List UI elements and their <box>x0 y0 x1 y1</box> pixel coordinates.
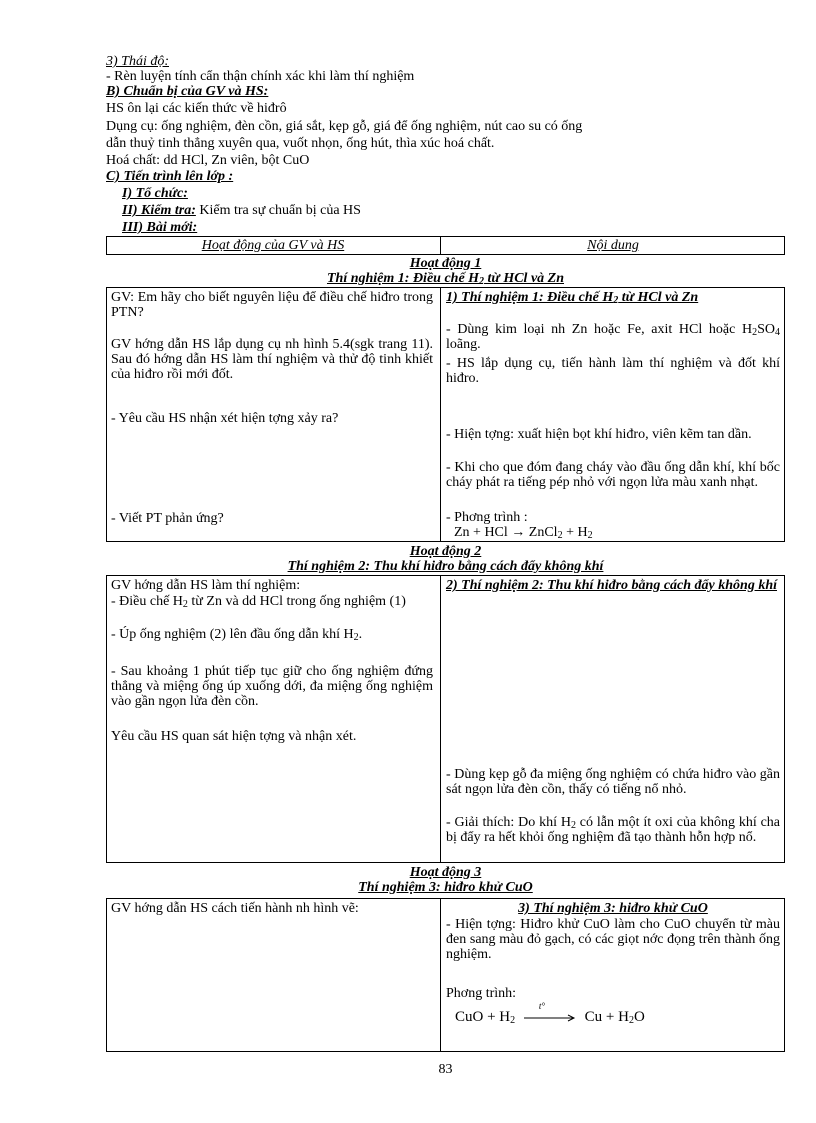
activity3-right-1: - Hiện tợng: Hiđro khử CuO làm cho CuO chuyển từ màu đen sang màu đỏ gạch, có các giọt nớc đọng trên thành ống nghiệm. <box>446 917 780 962</box>
eq1-arrow: → <box>511 525 526 540</box>
activity1-left-1: GV: Em hãy cho biết nguyên liệu để điều chế hiđro trong PTN? <box>111 290 433 320</box>
new-lesson-title: III) Bài mới: <box>122 220 198 235</box>
check-title: II) Kiểm tra: <box>122 203 196 218</box>
eq3-left: CuO + H <box>455 1009 511 1025</box>
activity2-right-2a: - Giải thích: Do khí H <box>446 815 571 830</box>
activity2-right-2b: có lẫn một ít oxi của không khí cha bị đẩy ra hết khỏi ống nghiệm đã tạo thành hỗn hợp nổ. <box>446 815 780 845</box>
activity1-right-1 <box>446 322 780 352</box>
activity1-right-4: - Khi cho que đóm đang cháy vào đầu ống dẫn khí, khí bốc cháy phát ra tiếng pép nhỏ với ngọn lửa màu xanh nhạt. <box>446 460 780 490</box>
eq3-sub: 2 <box>510 1015 516 1026</box>
activity1-right-5: - Phơng trình : <box>446 510 528 525</box>
eq3-condition: t° <box>538 1001 545 1012</box>
activity1-equation <box>454 525 593 540</box>
activity1-subtitle-sub: 2 <box>479 276 485 287</box>
activity1-right-title-a: 1) Thí nghiệm 1: Điều chế H <box>446 290 614 305</box>
activity2-divider <box>440 575 441 863</box>
table-header-col1: Hoạt động của GV và HS <box>201 238 345 253</box>
activity1-right-title <box>446 290 780 305</box>
attitude-text: - Rèn luyện tính cẩn thận chính xác khi làm thí nghiệm <box>106 69 415 84</box>
activity3-title: Hoạt động 3 <box>409 865 482 880</box>
eq3-arrow-icon <box>523 1001 577 1025</box>
eq3-right-a: Cu + H <box>584 1009 629 1025</box>
activity1-right-1a: - Dùng kim loại nh Zn hoặc Fe, axit HCl hoặc H <box>446 322 753 337</box>
prep-line-1: HS ôn lại các kiến thức về hiđrô <box>106 101 287 116</box>
eq1-right-a: ZnCl <box>525 525 558 540</box>
activity1-right-1b: SO <box>757 322 775 337</box>
activity1-left-3: - Yêu cầu HS nhận xét hiện tợng xảy ra? <box>111 411 339 426</box>
activity1-left-4: - Viết PT phản ứng? <box>111 511 224 526</box>
activity1-subtitle <box>106 271 785 286</box>
activity1-subtitle-a: Thí nghiệm 1: Điều chế H <box>326 271 480 286</box>
activity1-right-title-sub: 2 <box>613 295 619 306</box>
activity2-left-3sub: 2 <box>353 632 359 643</box>
prep-title: B) Chuẩn bị của GV và HS: <box>106 84 269 99</box>
activity1-right-1c: loãng. <box>446 337 481 352</box>
activity3-divider <box>440 898 441 1052</box>
activity2-left-2 <box>111 594 433 609</box>
activity1-right-3: - Hiện tợng: xuất hiện bọt khí hiđro, viên kẽm tan dần. <box>446 427 752 442</box>
check-line <box>122 203 361 218</box>
eq3-arrow-shape <box>523 1010 577 1025</box>
activity1-right-1sub2: 4 <box>775 327 780 338</box>
activity1-right-1sub: 2 <box>752 327 758 338</box>
eq3-sub2: 2 <box>628 1015 634 1026</box>
eq1-sub2: 2 <box>587 530 593 541</box>
activity2-left-1: GV hớng dẫn HS làm thí nghiệm: <box>111 578 301 593</box>
activity2-left-3a: - Úp ống nghiệm (2) lên đầu ống dẫn khí H <box>111 627 354 642</box>
activity1-right-title-b: từ HCl và Zn <box>618 290 699 305</box>
activity2-right-1: - Dùng kẹp gỗ đa miệng ống nghiệm có chứa hiđro vào gần sát ngọn lửa đèn cồn, thấy có tiếng nổ nhỏ. <box>446 767 780 797</box>
activity2-left-2sub: 2 <box>182 599 188 610</box>
eq1-right-b: + H <box>562 525 588 540</box>
activity2-subtitle: Thí nghiệm 2: Thu khí hiđro bằng cách đẩy không khí <box>287 559 604 574</box>
eq3-right-b: O <box>633 1009 645 1025</box>
activity3-subtitle: Thí nghiệm 3: hiđro khử CuO <box>358 880 533 895</box>
activity2-left-2b: từ Zn và dd HCl trong ống nghiệm (1) <box>187 594 406 609</box>
activity2-left-4: - Sau khoảng 1 phút tiếp tục giữ cho ống nghiệm đứng thẳng và miệng ống úp xuống dới, đa miệng ống nghiệm vào gần ngọn lửa đèn cồn. <box>111 664 433 709</box>
check-text: Kiểm tra sự chuẩn bị của HS <box>195 203 361 218</box>
eq1-left: Zn + HCl <box>454 525 512 540</box>
page-number: 83 <box>438 1062 453 1077</box>
activity2-right-title: 2) Thí nghiệm 2: Thu khí hiđro bằng cách đẩy không khí <box>446 578 778 593</box>
activity3-right-2: Phơng trình: <box>446 986 517 1001</box>
activity1-subtitle-b: từ HCl và Zn <box>484 271 564 286</box>
activity2-left-2a: - Điều chế H <box>111 594 183 609</box>
activity3-right-title: 3) Thí nghiệm 3: hiđro khử CuO <box>518 901 708 916</box>
activity2-left-3 <box>111 627 433 642</box>
process-title: C) Tiến trình lên lớp : <box>106 169 234 184</box>
eq1-sub: 2 <box>557 530 563 541</box>
activity1-divider <box>440 287 441 542</box>
activity2-title: Hoạt động 2 <box>409 544 482 559</box>
activity1-left-2: GV hớng dẫn HS lắp dụng cụ nh hình 5.4(sgk trang 11). Sau đó hớng dẫn HS làm thí nghiệm và thử độ tinh khiết của hiđro rồi mới đốt. <box>111 337 433 382</box>
table-header-col2: Nội dung <box>587 238 639 253</box>
org-title: I) Tổ chức: <box>122 186 188 201</box>
attitude-title: 3) Thái độ: <box>106 54 169 69</box>
activity1-title: Hoạt động 1 <box>409 256 482 271</box>
prep-line-4: Hoá chất: dd HCl, Zn viên, bột CuO <box>106 153 310 168</box>
activity2-left-3b: . <box>358 627 363 642</box>
activity3-left-1: GV hớng dẫn HS cách tiến hành nh hình vẽ: <box>111 901 359 916</box>
activity1-right-2: - HS lắp dụng cụ, tiến hành làm thí nghiệm và đốt khí hiđro. <box>446 356 780 386</box>
activity2-right-2sub: 2 <box>570 820 576 831</box>
activity3-equation <box>455 1001 645 1026</box>
activity2-right-2 <box>446 815 780 845</box>
prep-line-3: dẫn thuỷ tinh thẳng xuyên qua, vuốt nhọn, ống hút, thìa xúc hoá chất. <box>106 136 495 151</box>
prep-line-2: Dụng cụ: ống nghiệm, đèn cồn, giá sắt, kẹp gỗ, giá để ống nghiệm, nút cao su có ống <box>106 119 583 134</box>
activity2-left-5: Yêu cầu HS quan sát hiện tợng và nhận xét. <box>111 729 357 744</box>
